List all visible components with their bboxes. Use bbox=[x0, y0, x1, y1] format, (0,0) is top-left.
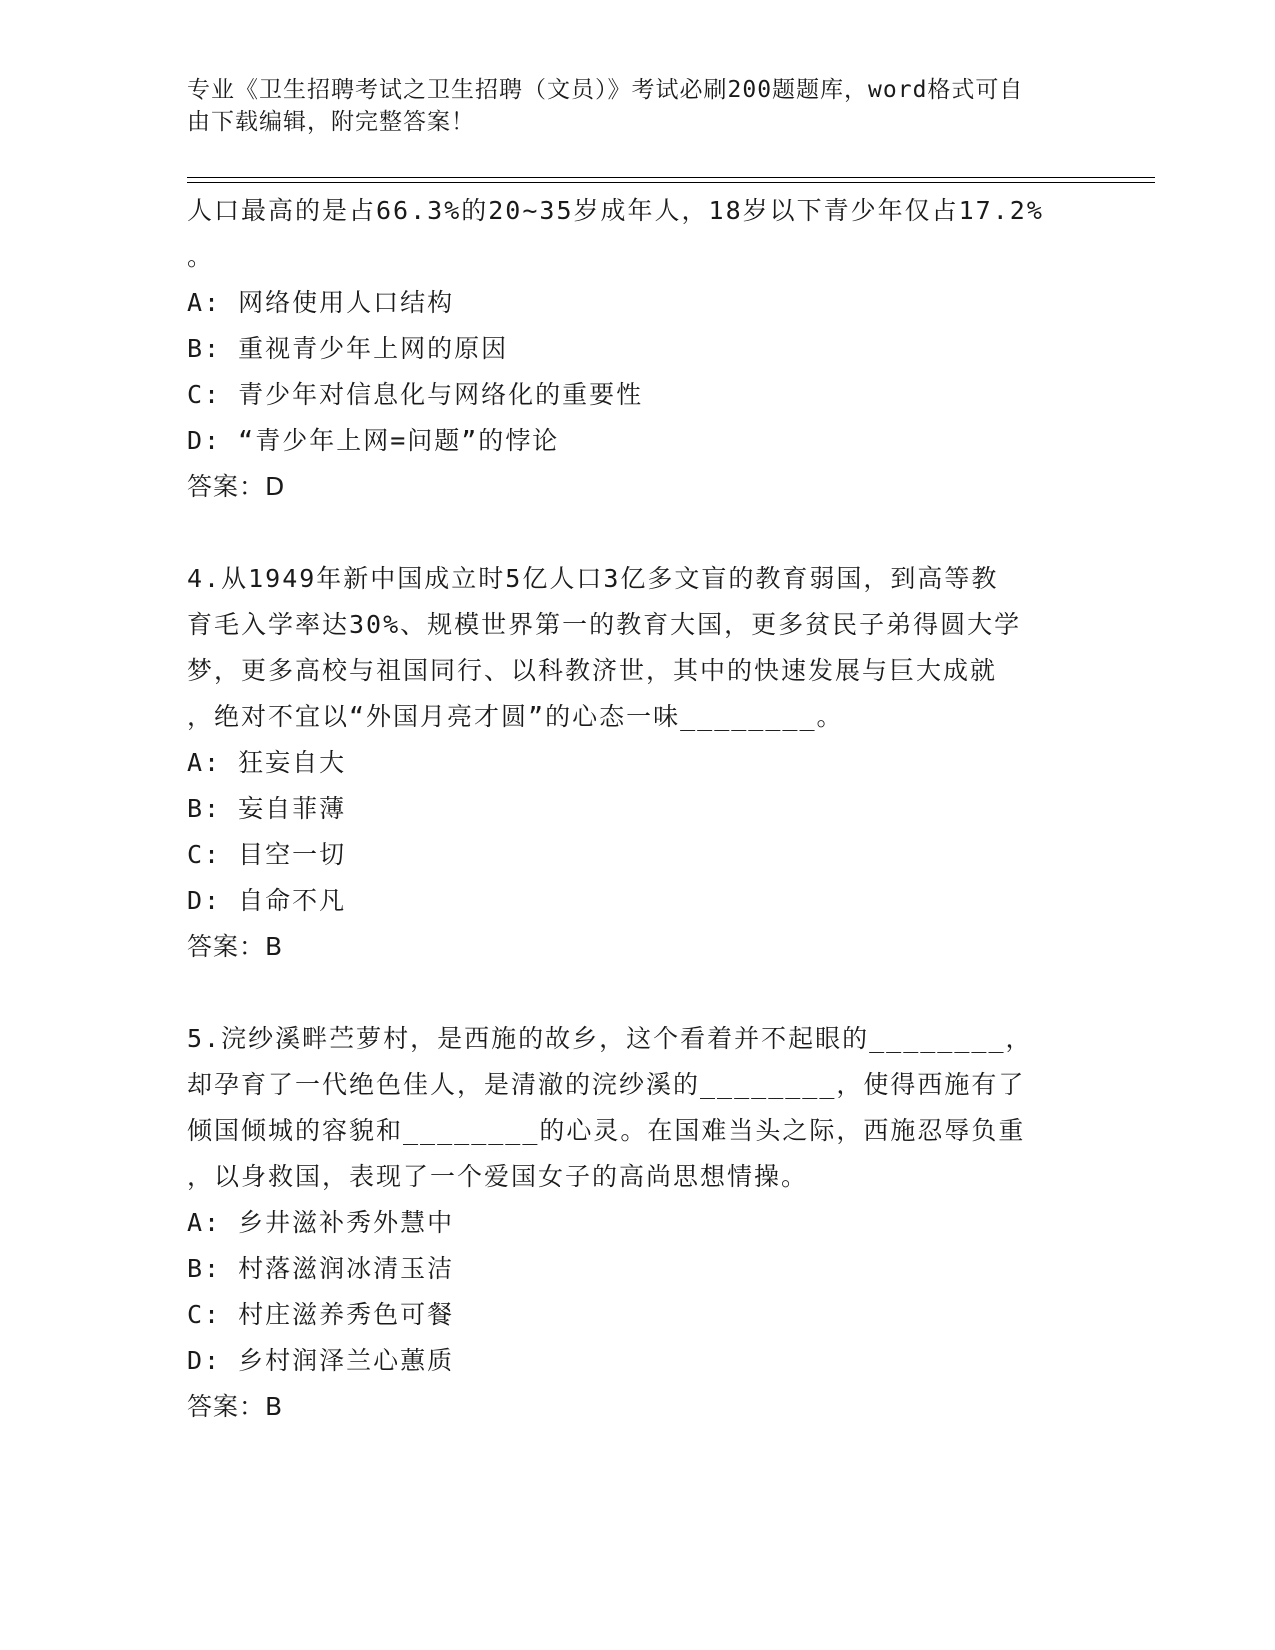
question-4-answer: 答案：B bbox=[187, 932, 284, 961]
question-5-stem-line: ，以身救国，表现了一个爱国女子的高尚思想情操。 bbox=[187, 1162, 809, 1191]
question-5 bbox=[187, 1016, 1087, 1430]
question-4-stem-line: 4.从1949年新中国成立时5亿人口3亿多文盲的教育弱国，到高等教 bbox=[187, 564, 999, 593]
question-4-option-d: D: 自命不凡 bbox=[187, 886, 347, 915]
question-5-option-c: C: 村庄滋养秀色可餐 bbox=[187, 1300, 455, 1329]
header-divider-top bbox=[187, 177, 1155, 178]
question-4 bbox=[187, 556, 1087, 970]
header-line-2: 由下载编辑，附完整答案！ bbox=[187, 109, 475, 135]
question-3-answer: 答案：D bbox=[187, 472, 286, 501]
question-4-option-a: A: 狂妄自大 bbox=[187, 748, 347, 777]
question-4-option-c: C: 目空一切 bbox=[187, 840, 347, 869]
question-4-option-b: B: 妄自菲薄 bbox=[187, 794, 347, 823]
question-3-option-d: D: “青少年上网=问题”的悖论 bbox=[187, 426, 560, 455]
question-spacer bbox=[187, 510, 1087, 556]
question-3-option-a: A: 网络使用人口结构 bbox=[187, 288, 455, 317]
header-divider-bottom bbox=[187, 182, 1155, 183]
question-3-option-b: B: 重视青少年上网的原因 bbox=[187, 334, 509, 363]
document-header bbox=[187, 74, 1087, 138]
question-4-stem-line: ，绝对不宜以“外国月亮才圆”的心态一味________。 bbox=[187, 702, 844, 731]
question-5-option-b: B: 村落滋润冰清玉洁 bbox=[187, 1254, 455, 1283]
question-4-stem-line: 育毛入学率达30%、规模世界第一的教育大国，更多贫民子弟得圆大学 bbox=[187, 610, 1022, 639]
question-3-stem-line: 。 bbox=[187, 242, 215, 271]
question-5-option-d: D: 乡村润泽兰心蕙质 bbox=[187, 1346, 455, 1375]
question-content bbox=[187, 188, 1087, 1430]
question-5-answer: 答案：B bbox=[187, 1392, 284, 1421]
question-3-option-c: C: 青少年对信息化与网络化的重要性 bbox=[187, 380, 644, 409]
header-line-1: 专业《卫生招聘考试之卫生招聘（文员）》考试必刷200题题库，word格式可自 bbox=[187, 77, 1024, 103]
question-3-stem-line: 人口最高的是占66.3%的20~35岁成年人，18岁以下青少年仅占17.2% bbox=[187, 196, 1044, 225]
question-3 bbox=[187, 188, 1087, 510]
question-5-stem-line: 5.浣纱溪畔苎萝村，是西施的故乡，这个看着并不起眼的________， bbox=[187, 1024, 1033, 1053]
question-4-stem-line: 梦，更多高校与祖国同行、以科教济世，其中的快速发展与巨大成就 bbox=[187, 656, 998, 685]
question-5-stem-line: 却孕育了一代绝色佳人，是清澈的浣纱溪的________，使得西施有了 bbox=[187, 1070, 1026, 1099]
question-5-option-a: A: 乡井滋补秀外慧中 bbox=[187, 1208, 455, 1237]
question-spacer bbox=[187, 970, 1087, 1016]
question-5-stem-line: 倾国倾城的容貌和________的心灵。在国难当头之际，西施忍辱负重 bbox=[187, 1116, 1026, 1145]
